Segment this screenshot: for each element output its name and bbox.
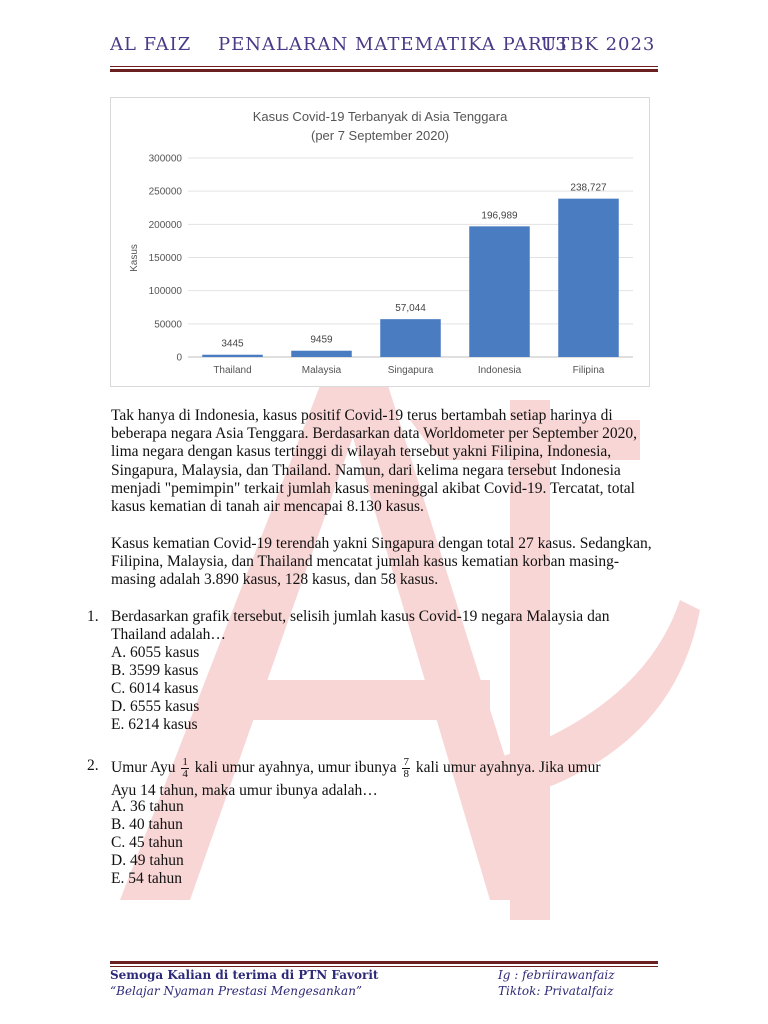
x-tick-label-thailand: Thailand [213,365,252,376]
q1-option-b: B. 3599 kasus [111,662,199,679]
y-tick-label: 100000 [148,286,182,298]
data-label-indonesia: 196,989 [481,210,518,222]
q2-stem-a: Umur Ayu [111,759,176,777]
frac1-denominator: 4 [182,768,188,780]
question-1-stem: Berdasarkan grafik tersebut, selisih jumlah kasus Covid-19 negara Malaysia dan Thailand adalah… [111,608,610,644]
y-tick-label: 250000 [148,186,182,198]
covid-bar-chart [110,97,650,387]
data-label-filipina: 238,727 [570,182,607,194]
header-right: UTBK 2023 [541,34,656,55]
q1-option-e: E. 6214 kasus [111,716,198,733]
bar-filipina [558,199,619,357]
bar-malaysia [291,351,352,357]
q2-option-c: C. 45 tahun [111,834,183,851]
fraction-one-quarter [181,757,189,780]
footer-rule-thick [110,961,658,964]
footer-instagram: Ig : febriirawanfaiz [498,968,615,982]
bar-singapura [380,319,441,357]
q2-stem-b: kali umur ayahnya, umur ibunya [194,759,397,777]
header-rule-thick [110,69,658,72]
q2-stem-d: Ayu 14 tahun, maka umur ibunya adalah… [111,782,378,799]
frac2-denominator: 8 [403,768,409,780]
y-tick-label: 50000 [154,319,182,331]
header-center: PENALARAN MATEMATIKA PART3 [218,34,568,55]
chart-title: Kasus Covid-19 Terbanyak di Asia Tenggara [252,109,508,124]
data-label-thailand: 3445 [221,338,244,350]
bar-thailand [202,355,263,357]
frac1-numerator: 1 [182,756,188,768]
footer-motto: Semoga Kalian di terima di PTN Favorit [110,968,379,982]
frac2-numerator: 7 [403,756,409,768]
question-2-number: 2. [87,757,99,774]
x-tick-label-malaysia: Malaysia [301,365,342,376]
chart-subtitle: (per 7 September 2020) [310,128,450,143]
chart-svg [111,98,649,386]
question-1-number: 1. [87,608,99,625]
q2-option-e: E. 54 tahun [111,870,183,887]
intro-paragraph: Tak hanya di Indonesia, kasus positif Covid-19 terus bertambah setiap harinya di beberapa negara Asia Tenggara. Berdasarkan data Worldometer per September 2020, lima negara dengan kasus tertinggi di wilayah tersebut yakni Filipina, Indonesia, Singapura, Malaysia, dan Thailand. Namun, dari kelima negara tersebut Indonesia menjadi "pemimpin" terkait jumlah kasus meninggal akibat Covid-19. Tercatat, total kasus kematian di tanah air mencapai 8.130 kasus. [111,407,638,516]
y-tick-label: 150000 [148,253,182,264]
q2-stem-c: kali umur ayahnya. Jika umur [415,759,601,777]
y-tick-label: 0 [176,352,182,364]
y-tick-label: 200000 [148,219,182,231]
y-tick-label: 300000 [148,153,182,165]
q2-option-a: A. 36 tahun [111,798,184,815]
bar-indonesia [469,226,530,357]
data-label-malaysia: 9459 [310,334,333,346]
q2-option-b: B. 40 tahun [111,816,183,833]
fraction-seven-eighths [402,757,410,780]
question-1-options [111,644,199,734]
x-tick-label-indonesia: Indonesia [477,365,522,376]
footer-rule-thin [110,966,658,967]
page-header [110,34,658,62]
footer-tiktok: Tiktok: Privatalfaiz [498,984,614,998]
deaths-paragraph: Kasus kematian Covid-19 terendah yakni Singapura dengan total 27 kasus. Sedangkan, Filipina, Malaysia, dan Thailand mencatat jumlah kasus kematian korban masing-masing adalah 3.890 kasus, 128 kasus, dan 58 kasus. [111,535,652,589]
data-label-singapura: 57,044 [395,303,426,315]
q1-option-c: C. 6014 kasus [111,680,199,697]
question-2-options [111,798,184,888]
header-rule-thin [110,66,658,67]
y-axis-label: Kasus [129,244,140,272]
x-tick-label-filipina: Filipina [572,365,605,376]
q1-option-d: D. 6555 kasus [111,698,200,715]
q1-option-a: A. 6055 kasus [111,644,200,661]
footer-tagline: “Belajar Nyaman Prestasi Mengesankan” [110,984,363,998]
q2-option-d: D. 49 tahun [111,852,184,869]
header-left: AL FAIZ [110,34,192,55]
x-tick-label-singapura: Singapura [387,365,434,376]
